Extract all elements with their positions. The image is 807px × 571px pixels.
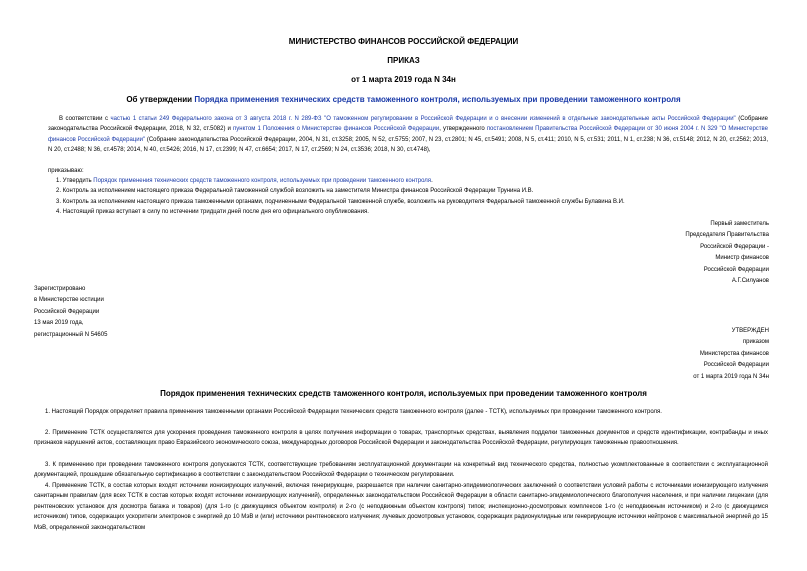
- registration-line: Зарегистрировано: [34, 286, 86, 292]
- approval-line: от 1 марта 2019 года N 34н: [693, 373, 769, 380]
- signature-line: Российской Федерации -: [700, 243, 769, 250]
- signature-line: Председателя Правительства: [685, 232, 769, 239]
- preamble-text-4: (Собрание законодательства Российской Федерации, 2004, N 31, ст.3258; 2005, N 52, ст.5755; 2007, N 23, ст.2801; N 45, ст.5491; 2008, N 5, ст.411; 2010, N 5, ст.531; 2011, N 1, ст.238; N 36, ст.5148; 2012, N 20, ст.2562; 2013, N 20, ст.2488; N 36, ст.4578; 2014, N 40, ст.5426; 2016, N 17, ст.2399; N 47, ст.6654; 2017, N 17, ст.2569; N 24, ст.3536; 2018, N 30, ст.4748),: [48, 136, 768, 154]
- preamble: [48, 114, 768, 156]
- title-prefix: Об утверждении: [126, 95, 195, 104]
- preamble-text-3: , утвержденного: [439, 126, 487, 133]
- signature-line: Министр финансов: [715, 255, 769, 262]
- paragraph-4: 4. Применение ТСТК, в состав которых входят источники ионизирующих излучений, включая генерирующие, разрешается при наличии санитарно-эпидемиологических заключений о соответствии условий работы с источниками ионизирующего излучения санитарным правилам (для всех ТСТК в состав которых входят источники ионизирующих излучений), определенных законодательством Российской Федерации в области санитарно-эпидемиологического благополучия населения, и при наличии лицензии (для рентгеновских установок для досмотра багажа и товаров) (для 1-го (с движущимся объектом контроля) и 2-го (с неподвижным объектом контроля) типов; инспекционно-досмотровых комплексов 1-го (с неподвижным источником) и 2-го (с движущимся источником) типов, содержащих ускорители электронов с энергией до 10 МэВ и (или) источники рентгеновского излучения; лучевых досмотровых установок, содержащих радионуклидные или генерирующие источники нейтронов с максимальной энергией до 15 МэВ, определенной законодательством: [34, 483, 768, 531]
- order-item-2: 2. Контроль за исполнением настоящего приказа Федеральной таможенной службой возложить на заместителя Министра финансов Российской Федерации Трунина И.В.: [56, 188, 534, 194]
- ministry-heading: МИНИСТЕРСТВО ФИНАНСОВ РОССИЙСКОЙ ФЕДЕРАЦИИ: [288, 37, 519, 46]
- order-item-text: 1. Утвердить: [56, 178, 94, 184]
- document-type: ПРИКАЗ: [387, 56, 420, 65]
- document-title: [0, 95, 807, 104]
- title-link[interactable]: Порядка применения технических средств таможенного контроля, используемых при проведении таможенного контроля: [194, 95, 681, 104]
- paragraph-1: 1. Настоящий Порядок определяет правила применения таможенными органами Российской Федерации технических средств таможенного контроля (далее - ТСТК), используемых при проведении таможенного контроля.: [45, 409, 662, 415]
- registration-number: регистрационный N 54605: [34, 331, 108, 338]
- order-word: приказываю:: [48, 168, 84, 174]
- section-title: Порядок применения технических средств таможенного контроля, используемых при проведении таможенного контроля: [160, 389, 647, 398]
- registration-line: в Министерстве юстиции: [34, 297, 104, 304]
- preamble-link-regulation[interactable]: пунктом 1 Положения о Министерстве финансов Российской Федерации: [233, 126, 440, 133]
- order-item-1: [56, 178, 433, 184]
- registration-line: 13 мая 2019 года,: [34, 320, 84, 327]
- order-item-3: 3. Контроль за исполнением настоящего приказа таможенными органами, подчиненными Федеральной таможенной службе, возложить на руководителя Федеральной таможенной службы Булавина В.И.: [56, 199, 625, 205]
- preamble-text-1: В соответствии с: [59, 116, 111, 122]
- signature-line: Первый заместитель: [710, 221, 769, 227]
- order-item-4: 4. Настоящий приказ вступает в силу по истечении тридцати дней после дня его официального опубликования.: [56, 209, 369, 215]
- paragraph-3: 3. К применению при проведении таможенного контроля допускаются ТСТК, соответствующие требованиям эксплуатационной документации на конкретный вид технического средства, полностью укомплектованные в соответствии с эксплуатационной документацией, прошедшие обязательную сертификацию в соответствии с законодательством Российской Федерации о техническом регулировании.: [34, 462, 768, 479]
- preamble-link-decree[interactable]: постановлением Правительства Российской Федерации от 30 июня 2004 г. N 329 "О Министерстве финансов Российской Федерации": [48, 126, 768, 143]
- order-item-text-end: .: [431, 178, 433, 184]
- document-date-number: от 1 марта 2019 года N 34н: [351, 75, 456, 84]
- preamble-text-2: (Собрание законодательства Российской Федерации, 2018, N 32, ст.5082) и: [48, 116, 768, 133]
- approval-line: приказом: [742, 339, 769, 346]
- preamble-link-law[interactable]: частью 1 статьи 249 Федерального закона от 3 августа 2018 г. N 289-ФЗ "О таможенном регулировании в Российской Федерации и о внесении изменений в отдельные законодательные акты Российской Федерации": [110, 116, 736, 122]
- approval-block: [693, 326, 769, 383]
- signature-name: А.Г.Силуанов: [731, 278, 769, 285]
- approval-line: Министерства финансов: [699, 350, 769, 357]
- registration-line: Российской Федерации: [34, 308, 100, 315]
- signature-line: Российской Федерации: [703, 266, 769, 273]
- approval-line: УТВЕРЖДЕН: [731, 328, 769, 334]
- registration-block: [34, 284, 107, 341]
- order-item-link[interactable]: Порядок применения технических средств таможенного контроля, используемых при проведении таможенного контроля: [93, 178, 432, 184]
- approval-line: Российской Федерации: [703, 362, 769, 369]
- paragraph-2: 2. Применение ТСТК осуществляется для ускорения проведения таможенного контроля в целях получения информации о товарах, транспортных средствах, выявления подделки таможенных документов и средств идентификации, контрабанды и иных признаков нарушений актов, составляющих право Евразийского экономического союза, международных договоров Российской Федерации и законодательства Российской Федерации, регулирующих таможенные правоотношения.: [34, 430, 768, 447]
- signature-block: [685, 219, 769, 287]
